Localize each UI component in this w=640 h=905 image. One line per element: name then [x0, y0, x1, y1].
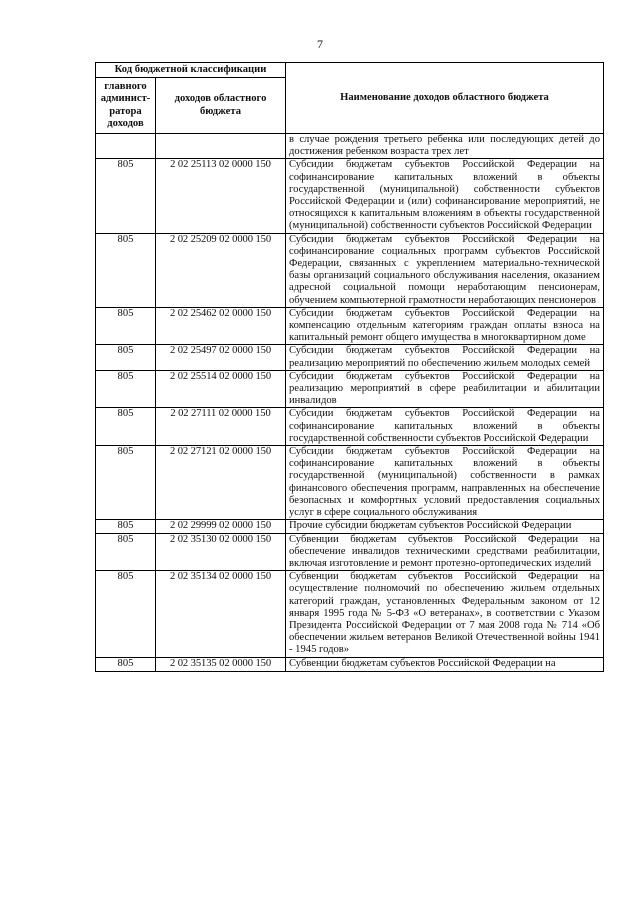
- admin-cell: 805: [96, 446, 156, 520]
- name-cell: Прочие субсидии бюджетам субъектов Российской Федерации: [286, 520, 604, 533]
- table-row: [96, 657, 604, 671]
- name-cell: Субвенции бюджетам субъектов Российской Федерации на осуществление полномочий по обеспечению жильем отдельных категорий граждан, установленных Федеральным законом от 12 января 1995 года № 5-ФЗ «О ветеранах», в соответствии с Указом Президента Российской Федерации от 7 мая 2008 года № 714 «Об обеспечении жильем ветеранов Великой Отечественной войны 1941 - 1945 годов»: [286, 571, 604, 657]
- code-cell: 2 02 27121 02 0000 150: [156, 446, 286, 520]
- income-name-header: Наименование доходов областного бюджета: [286, 63, 604, 134]
- code-cell: [156, 134, 286, 159]
- budget-classification-header: Код бюджетной классификации: [96, 63, 286, 78]
- budget-classification-table: [95, 62, 604, 672]
- code-cell: 2 02 35134 02 0000 150: [156, 571, 286, 657]
- admin-cell: 805: [96, 520, 156, 533]
- regional-income-code-header: доходов областного бюджета: [156, 78, 286, 134]
- table-row: [96, 307, 604, 345]
- table-row: [96, 520, 604, 533]
- table-row: [96, 408, 604, 446]
- table-row: [96, 159, 604, 233]
- table-row: [96, 345, 604, 370]
- table-row-continuation: [96, 134, 604, 159]
- code-cell: 2 02 35130 02 0000 150: [156, 533, 286, 571]
- name-cell: Субсидии бюджетам субъектов Российской Федерации на реализацию мероприятий по обеспечению жильем молодых семей: [286, 345, 604, 370]
- admin-cell: 805: [96, 571, 156, 657]
- admin-cell: 805: [96, 307, 156, 345]
- name-cell: Субсидии бюджетам субъектов Российской Федерации на софинансирование капитальных вложений в объекты государственной (муниципальной) собственности субъектов Российской Федерации и (или) софинансирование мероприятий, не относящихся к капитальным вложениям в объекты государственной (муниципальной) собственности субъектов Российской Федерации: [286, 159, 604, 233]
- name-cell: Субсидии бюджетам субъектов Российской Федерации на компенсацию отдельным категориям граждан оплаты взноса на капитальный ремонт общего имущества в многоквартирном доме: [286, 307, 604, 345]
- code-cell: 2 02 35135 02 0000 150: [156, 657, 286, 671]
- page-number: 7: [317, 37, 323, 51]
- code-cell: 2 02 29999 02 0000 150: [156, 520, 286, 533]
- name-cell: Субсидии бюджетам субъектов Российской Федерации на реализацию мероприятий в сфере реабилитации и абилитации инвалидов: [286, 370, 604, 408]
- admin-cell: 805: [96, 533, 156, 571]
- code-cell: 2 02 25113 02 0000 150: [156, 159, 286, 233]
- chief-administrator-header: главного админист- ратора доходов: [96, 78, 156, 134]
- code-cell: 2 02 27111 02 0000 150: [156, 408, 286, 446]
- name-cell: Субвенции бюджетам субъектов Российской Федерации на обеспечение инвалидов техническими средствами реабилитации, включая изготовление и ремонт протезно-ортопедических изделий: [286, 533, 604, 571]
- table-row: [96, 233, 604, 307]
- code-cell: 2 02 25514 02 0000 150: [156, 370, 286, 408]
- admin-cell: [96, 134, 156, 159]
- table-row: [96, 446, 604, 520]
- admin-cell: 805: [96, 345, 156, 370]
- name-cell: Субсидии бюджетам субъектов Российской Федерации на софинансирование капитальных вложений в объекты государственной (муниципальной) собственности в рамках финансового обеспечения программ, направленных на обеспечение безопасных и комфортных условий предоставления социальных услуг в сфере социального обслуживания: [286, 446, 604, 520]
- admin-cell: 805: [96, 233, 156, 307]
- name-cell: Субсидии бюджетам субъектов Российской Федерации на софинансирование капитальных вложений в объекты государственной собственности субъектов Российской Федерации: [286, 408, 604, 446]
- admin-cell: 805: [96, 370, 156, 408]
- code-cell: 2 02 25462 02 0000 150: [156, 307, 286, 345]
- admin-cell: 805: [96, 159, 156, 233]
- admin-cell: 805: [96, 657, 156, 671]
- table-row: [96, 533, 604, 571]
- admin-cell: 805: [96, 408, 156, 446]
- name-cell: Субсидии бюджетам субъектов Российской Федерации на софинансирование социальных программ субъектов Российской Федерации, связанных с укреплением материально-технической базы организаций социального обслуживания населения, оказанием адресной социальной помощи неработающим пенсионерам, обучением компьютерной грамотности неработающих пенсионеров: [286, 233, 604, 307]
- code-cell: 2 02 25209 02 0000 150: [156, 233, 286, 307]
- table-row: [96, 571, 604, 657]
- continuation-text: в случае рождения третьего ребенка или последующих детей до достижения ребенком возраста трех лет: [286, 134, 604, 159]
- table-row: [96, 370, 604, 408]
- code-cell: 2 02 25497 02 0000 150: [156, 345, 286, 370]
- name-cell: Субвенции бюджетам субъектов Российской Федерации на: [286, 657, 604, 671]
